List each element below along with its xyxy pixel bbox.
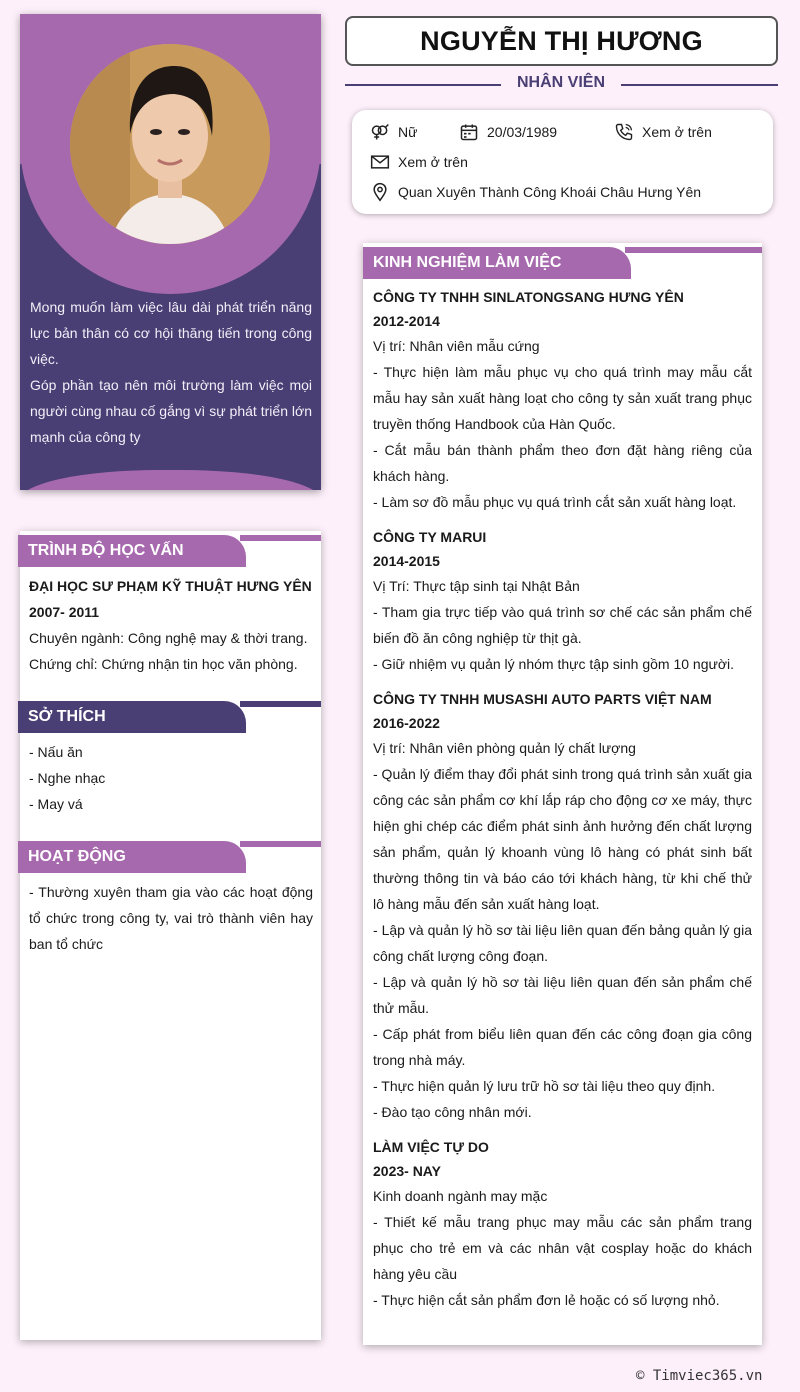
- education-section: [20, 567, 321, 697]
- job-line: - Cấp phát from biểu liên quan đến các công đoạn gia công trong nhà máy.: [373, 1026, 752, 1068]
- job-line: - Làm sơ đồ mẫu phục vụ quá trình cắt sản xuất hàng loạt.: [373, 494, 737, 510]
- activities-header: [18, 837, 321, 873]
- contact-phone: [614, 120, 712, 144]
- education-school: ĐẠI HỌC SƯ PHẠM KỸ THUẬT HƯNG YÊN: [29, 578, 312, 594]
- job-line: - Lập và quản lý hồ sơ tài liệu liên quan đến sản phẩm chế thử mẫu.: [373, 974, 752, 1016]
- gender-icon: [370, 122, 390, 142]
- job-line: Kinh doanh ngành may mặc: [373, 1188, 548, 1204]
- contact-box: [352, 110, 773, 214]
- activities-title: HOẠT ĐỘNG: [18, 841, 246, 873]
- calendar-icon: [459, 122, 479, 142]
- education-period: 2007- 2011: [29, 604, 100, 620]
- job-entry: [373, 525, 752, 677]
- job-entry: [373, 285, 752, 515]
- experience-title: KINH NGHIỆM LÀM VIỆC: [363, 247, 631, 279]
- objective-line: Góp phần tạo nên môi trường làm việc mọi người cùng nhau cố gắng vì sự phát triển lớn mạnh của công ty: [30, 377, 312, 445]
- hobbies-header: [18, 697, 321, 733]
- education-major: Chuyên ngành: Công nghệ may & thời trang.: [29, 630, 308, 646]
- gender-value: Nữ: [398, 124, 418, 140]
- hobbies-section: [20, 733, 321, 837]
- job-line: - Tham gia trực tiếp vào quá trình sơ chế các sản phẩm chế biến đồ ăn công nghiệp từ thịt gà.: [373, 604, 752, 646]
- job-line: - Thực hiện làm mẫu phục vụ cho quá trình may mẫu cắt mẫu hay sản xuất hàng loạt cho công ty sản xuất trang phục truyền thống Handbook của Hàn Quốc.: [373, 364, 752, 432]
- job-company: LÀM VIỆC TỰ DO: [373, 1139, 489, 1155]
- job-line: - Thực hiện cắt sản phẩm đơn lẻ hoặc có số lượng nhỏ.: [373, 1292, 720, 1308]
- job-line: - Lập và quản lý hồ sơ tài liệu liên quan đến bảng quản lý gia công chất lượng công đoạn.: [373, 922, 752, 964]
- job-line: Vị trí: Nhân viên phòng quản lý chất lượng: [373, 740, 636, 756]
- left-panel: [20, 531, 321, 1340]
- hobby-item: - Nấu ăn: [29, 744, 83, 760]
- profile-card: [20, 14, 321, 490]
- job-period: 2023- NAY: [373, 1163, 441, 1179]
- birthdate-value: 20/03/1989: [487, 124, 558, 140]
- experience-section: [363, 279, 762, 1313]
- contact-birthdate: [459, 120, 557, 144]
- phone-icon: [614, 122, 634, 142]
- education-certificate: Chứng chỉ: Chứng nhận tin học văn phòng.: [29, 656, 298, 672]
- profile-card-wave: [20, 470, 321, 490]
- job-entry: [373, 687, 752, 1125]
- education-header: [18, 531, 321, 567]
- hobbies-title: SỞ THÍCH: [18, 701, 246, 733]
- hobby-item: - May vá: [29, 796, 83, 812]
- title-divider: [621, 84, 778, 86]
- job-period: 2016-2022: [373, 715, 440, 731]
- job-line: - Thiết kế mẫu trang phục may mẫu các sản phẩm trang phục cho trẻ em và các nhân vật cosplay hoặc do khách hàng yêu cầu: [373, 1214, 752, 1282]
- location-icon: [370, 182, 390, 202]
- objective-line: Mong muốn làm việc lâu dài phát triển năng lực bản thân có cơ hội thăng tiến trong công việc.: [30, 299, 312, 367]
- avatar-portrait: [70, 44, 270, 244]
- job-line: - Quản lý điểm thay đổi phát sinh trong quá trình sản xuất gia công các sản phẩm cơ khí lắp ráp cho động cơ xe máy, thực hiện ghi chép các điểm phát sinh ảnh hưởng đến chất lượng sản phẩm, quản lý khoanh vùng lô hàng có phát sinh bất thường thông tin và báo cáo tới khách hàng, từ khi chế thử lô hàng mẫu đến sản xuất hàng loạt.: [373, 766, 753, 912]
- experience-header: [363, 243, 762, 279]
- contact-gender: [370, 120, 417, 144]
- email-value: Xem ở trên: [398, 154, 468, 170]
- job-title: NHÂN VIÊN: [516, 74, 605, 91]
- education-title: TRÌNH ĐỘ HỌC VẤN: [18, 535, 246, 567]
- job-company: CÔNG TY TNHH MUSASHI AUTO PARTS VIỆT NAM: [373, 691, 712, 707]
- job-line: - Thực hiện quản lý lưu trữ hồ sơ tài liệu theo quy định.: [373, 1078, 716, 1094]
- job-period: 2014-2015: [373, 553, 440, 569]
- address-value: Quan Xuyên Thành Công Khoái Châu Hưng Yên: [398, 184, 702, 200]
- contact-address: [370, 180, 701, 204]
- job-line: - Giữ nhiệm vụ quản lý nhóm thực tập sinh gồm 10 người.: [373, 656, 735, 672]
- job-company: CÔNG TY TNHH SINLATONGSANG HƯNG YÊN: [373, 289, 684, 305]
- job-company: CÔNG TY MARUI: [373, 529, 487, 545]
- career-objective: [30, 294, 312, 450]
- job-line: Vị Trí: Thực tập sinh tại Nhật Bản: [373, 578, 580, 594]
- job-entry: [373, 1135, 752, 1313]
- phone-value: Xem ở trên: [642, 124, 712, 140]
- activities-text: - Thường xuyên tham gia vào các hoạt động tổ chức trong công ty, vai trò thành viên hay ban tổ chức: [29, 884, 313, 952]
- hobby-item: - Nghe nhạc: [29, 770, 106, 786]
- job-line: - Cắt mẫu bán thành phẩm theo đơn đặt hàng riêng của khách hàng.: [373, 442, 752, 484]
- experience-panel: [363, 243, 762, 1345]
- avatar: [70, 44, 270, 244]
- activities-section: [20, 873, 321, 957]
- candidate-name: NGUYỄN THỊ HƯƠNG: [345, 16, 778, 66]
- job-line: Vị trí: Nhân viên mẫu cứng: [373, 338, 540, 354]
- footer-watermark: © Timviec365.vn: [636, 1368, 763, 1384]
- email-icon: [370, 152, 390, 172]
- job-period: 2012-2014: [373, 313, 440, 329]
- title-divider: [345, 84, 501, 86]
- contact-email: [370, 150, 468, 174]
- job-line: - Đào tạo công nhân mới.: [373, 1104, 532, 1120]
